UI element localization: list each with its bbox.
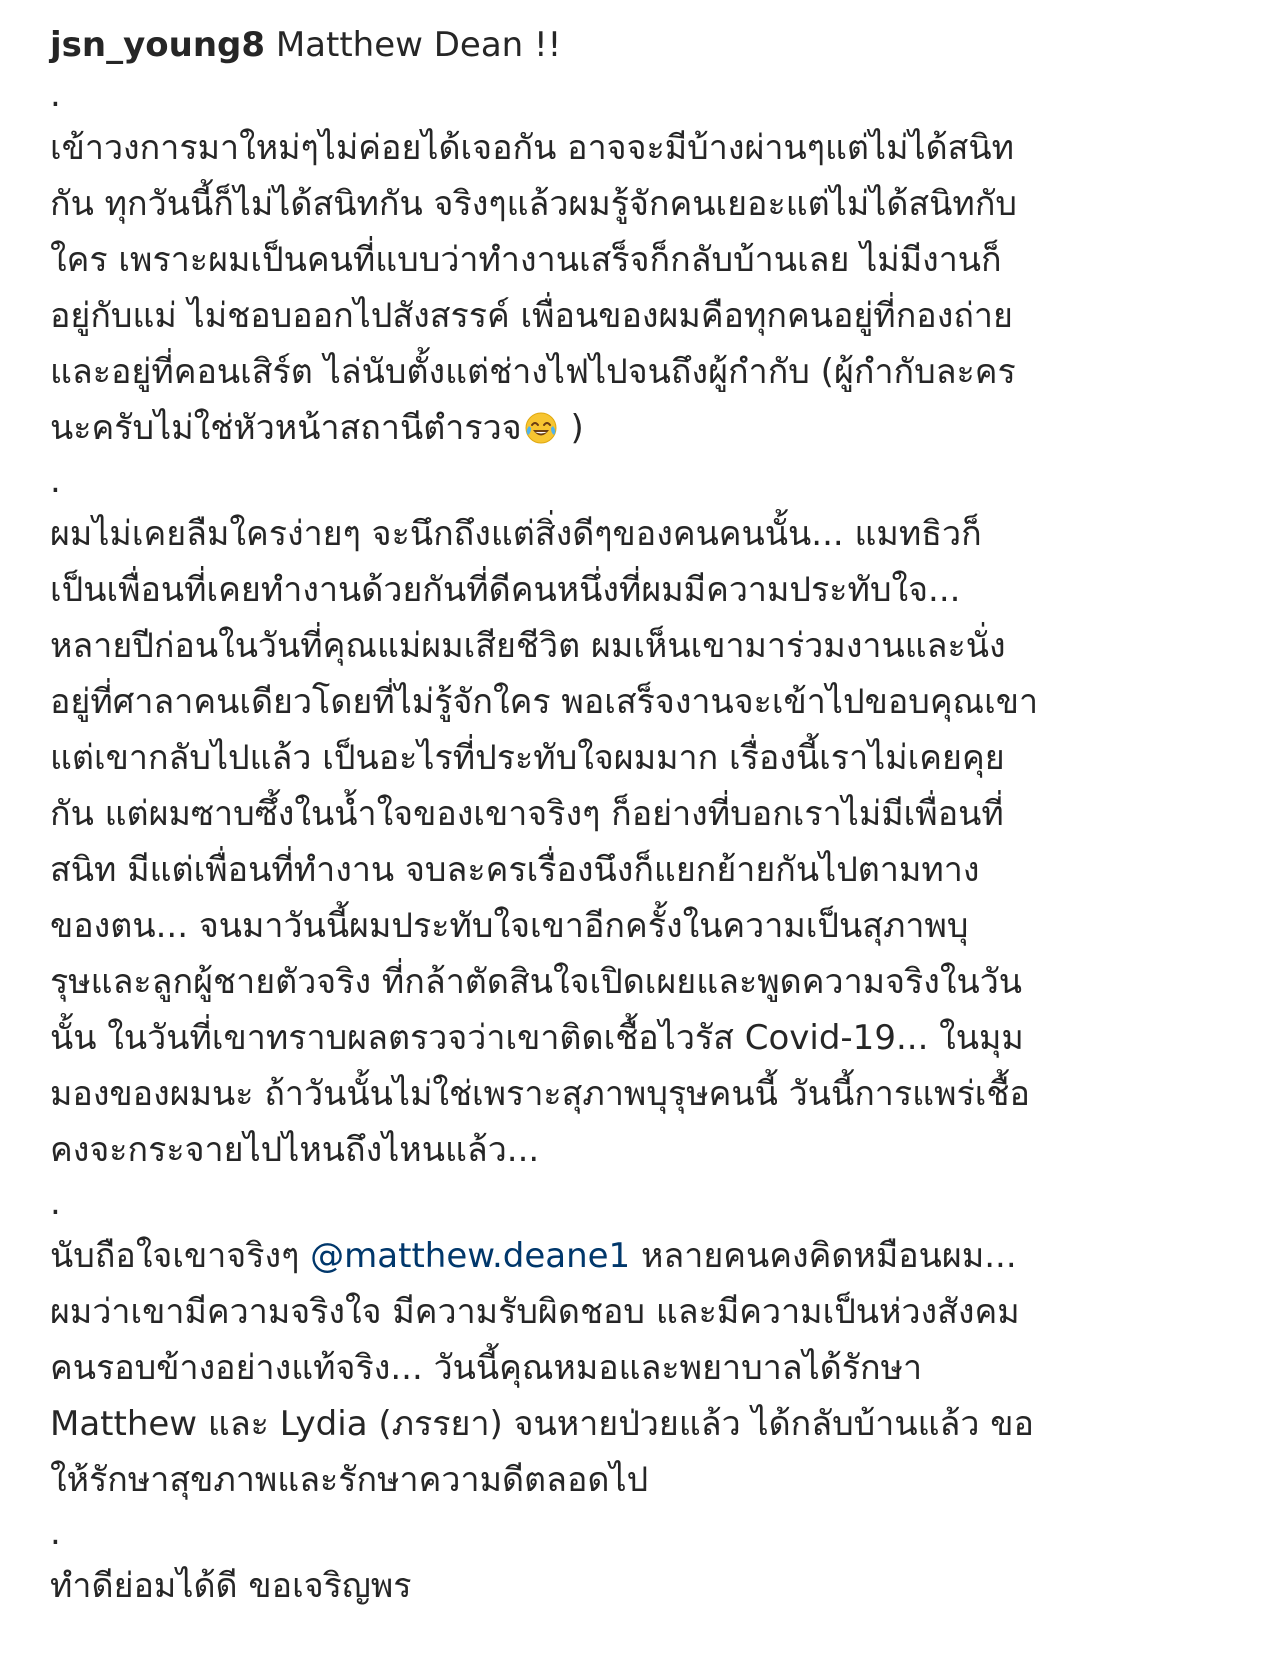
caption-line-text: นะครับไม่ใช่หัวหน้าสถานีตำรวจ bbox=[50, 408, 522, 448]
caption-line: ใคร เพราะผมเป็นคนที่แบบว่าทำงานเสร็จก็กลับบ้านเลย ไม่มีงานก็ bbox=[50, 240, 1002, 280]
separator-dot: . bbox=[50, 1513, 61, 1553]
caption-line: อยู่กับแม่ ไม่ชอบออกไปสังสรรค์ เพื่อนของผมคือทุกคนอยู่ที่กองถ่าย bbox=[50, 296, 1013, 336]
caption-line: ทำดีย่อมได้ดี ขอเจริญพร bbox=[50, 1566, 412, 1606]
caption-line: ผมว่าเขามีความจริงใจ มีความรับผิดชอบ และมีความเป็นห่วงสังคม bbox=[50, 1292, 1020, 1332]
username-link[interactable]: jsn_young8 bbox=[50, 25, 266, 65]
caption-title: Matthew Dean !! bbox=[265, 25, 562, 65]
caption-line: หลายปีก่อนในวันที่คุณแม่ผมเสียชีวิต ผมเห็นเขามาร่วมงานและนั่ง bbox=[50, 626, 1006, 666]
face-with-tears-of-joy-icon bbox=[524, 406, 558, 440]
caption-line: ของตน... จนมาวันนี้ผมประทับใจเขาอีกครั้งในความเป็นสุภาพบุ bbox=[50, 906, 969, 946]
caption-line: นั้น ในวันที่เขาทราบผลตรวจว่าเขาติดเชื้อไวรัส Covid-19... ในมุม bbox=[50, 1018, 1024, 1058]
caption-line: กัน ทุกวันนี้ก็ไม่ได้สนิทกัน จริงๆแล้วผมรู้จักคนเยอะแต่ไม่ได้สนิทกับ bbox=[50, 184, 1017, 224]
post-caption bbox=[50, 20, 1230, 1614]
caption-paragraph-3 bbox=[50, 1228, 1230, 1508]
caption-line: อยู่ที่ศาลาคนเดียวโดยที่ไม่รู้จักใคร พอเสร็จงานจะเข้าไปขอบคุณเขา bbox=[50, 682, 1039, 722]
caption-line: แต่เขากลับไปแล้ว เป็นอะไรที่ประทับใจผมมาก เรื่องนี้เราไม่เคยคุย bbox=[50, 738, 1005, 778]
caption-line: ให้รักษาสุขภาพและรักษาความดีตลอดไป bbox=[50, 1460, 649, 1500]
caption-line: เข้าวงการมาใหม่ๆไม่ค่อยได้เจอกัน อาจจะมีบ้างผ่านๆแต่ไม่ได้สนิท bbox=[50, 128, 1015, 168]
caption-line: ผมไม่เคยลืมใครง่ายๆ จะนึกถึงแต่สิ่งดีๆของคนคนนั้น... แมทธิวก็ bbox=[50, 514, 982, 554]
caption-line-text: ) bbox=[559, 408, 584, 448]
caption-line: และอยู่ที่คอนเสิร์ต ไล่นับตั้งแต่ช่างไฟไปจนถึงผู้กำกับ (ผู้กำกับละคร bbox=[50, 352, 1016, 392]
caption-line-text: นับถือใจเขาจริงๆ bbox=[50, 1236, 311, 1276]
caption-line: รุษและลูกผู้ชายตัวจริง ที่กล้าตัดสินใจเปิดเผยและพูดความจริงในวัน bbox=[50, 962, 1023, 1002]
mention-link[interactable]: @matthew.deane1 bbox=[310, 1236, 631, 1276]
caption-paragraph-2 bbox=[50, 506, 1230, 1178]
caption-line: คงจะกระจายไปไหนถึงไหนแล้ว... bbox=[50, 1130, 540, 1170]
caption-line bbox=[50, 400, 1230, 456]
caption-line: Matthew และ Lydia (ภรรยา) จนหายป่วยแล้ว ได้กลับบ้านแล้ว ขอ bbox=[50, 1404, 1034, 1444]
caption-line bbox=[50, 1228, 1230, 1284]
separator-dot: . bbox=[50, 461, 61, 501]
caption-header bbox=[50, 20, 1230, 70]
separator-dot: . bbox=[50, 1183, 61, 1223]
caption-paragraph-4 bbox=[50, 1558, 1230, 1614]
caption-line: มองของผมนะ ถ้าวันนั้นไม่ใช่เพราะสุภาพบุรุษคนนี้ วันนี้การแพร่เชื้อ bbox=[50, 1074, 1030, 1114]
separator-dot: . bbox=[50, 75, 61, 115]
caption-line: กัน แต่ผมซาบซึ้งในน้ำใจของเขาจริงๆ ก็อย่างที่บอกเราไม่มีเพื่อนที่ bbox=[50, 794, 1004, 834]
caption-line: คนรอบข้างอย่างแท้จริง... วันนี้คุณหมอและพยาบาลได้รักษา bbox=[50, 1348, 923, 1388]
caption-line: เป็นเพื่อนที่เคยทำงานด้วยกันที่ดีคนหนึ่งที่ผมมีความประทับใจ... bbox=[50, 570, 961, 610]
caption-line: สนิท มีแต่เพื่อนที่ทำงาน จบละครเรื่องนึงก็แยกย้ายกันไปตามทาง bbox=[50, 850, 980, 890]
caption-line-text: หลายคนคงคิดหมือนผม... bbox=[630, 1236, 1017, 1276]
caption-paragraph-1 bbox=[50, 120, 1230, 456]
